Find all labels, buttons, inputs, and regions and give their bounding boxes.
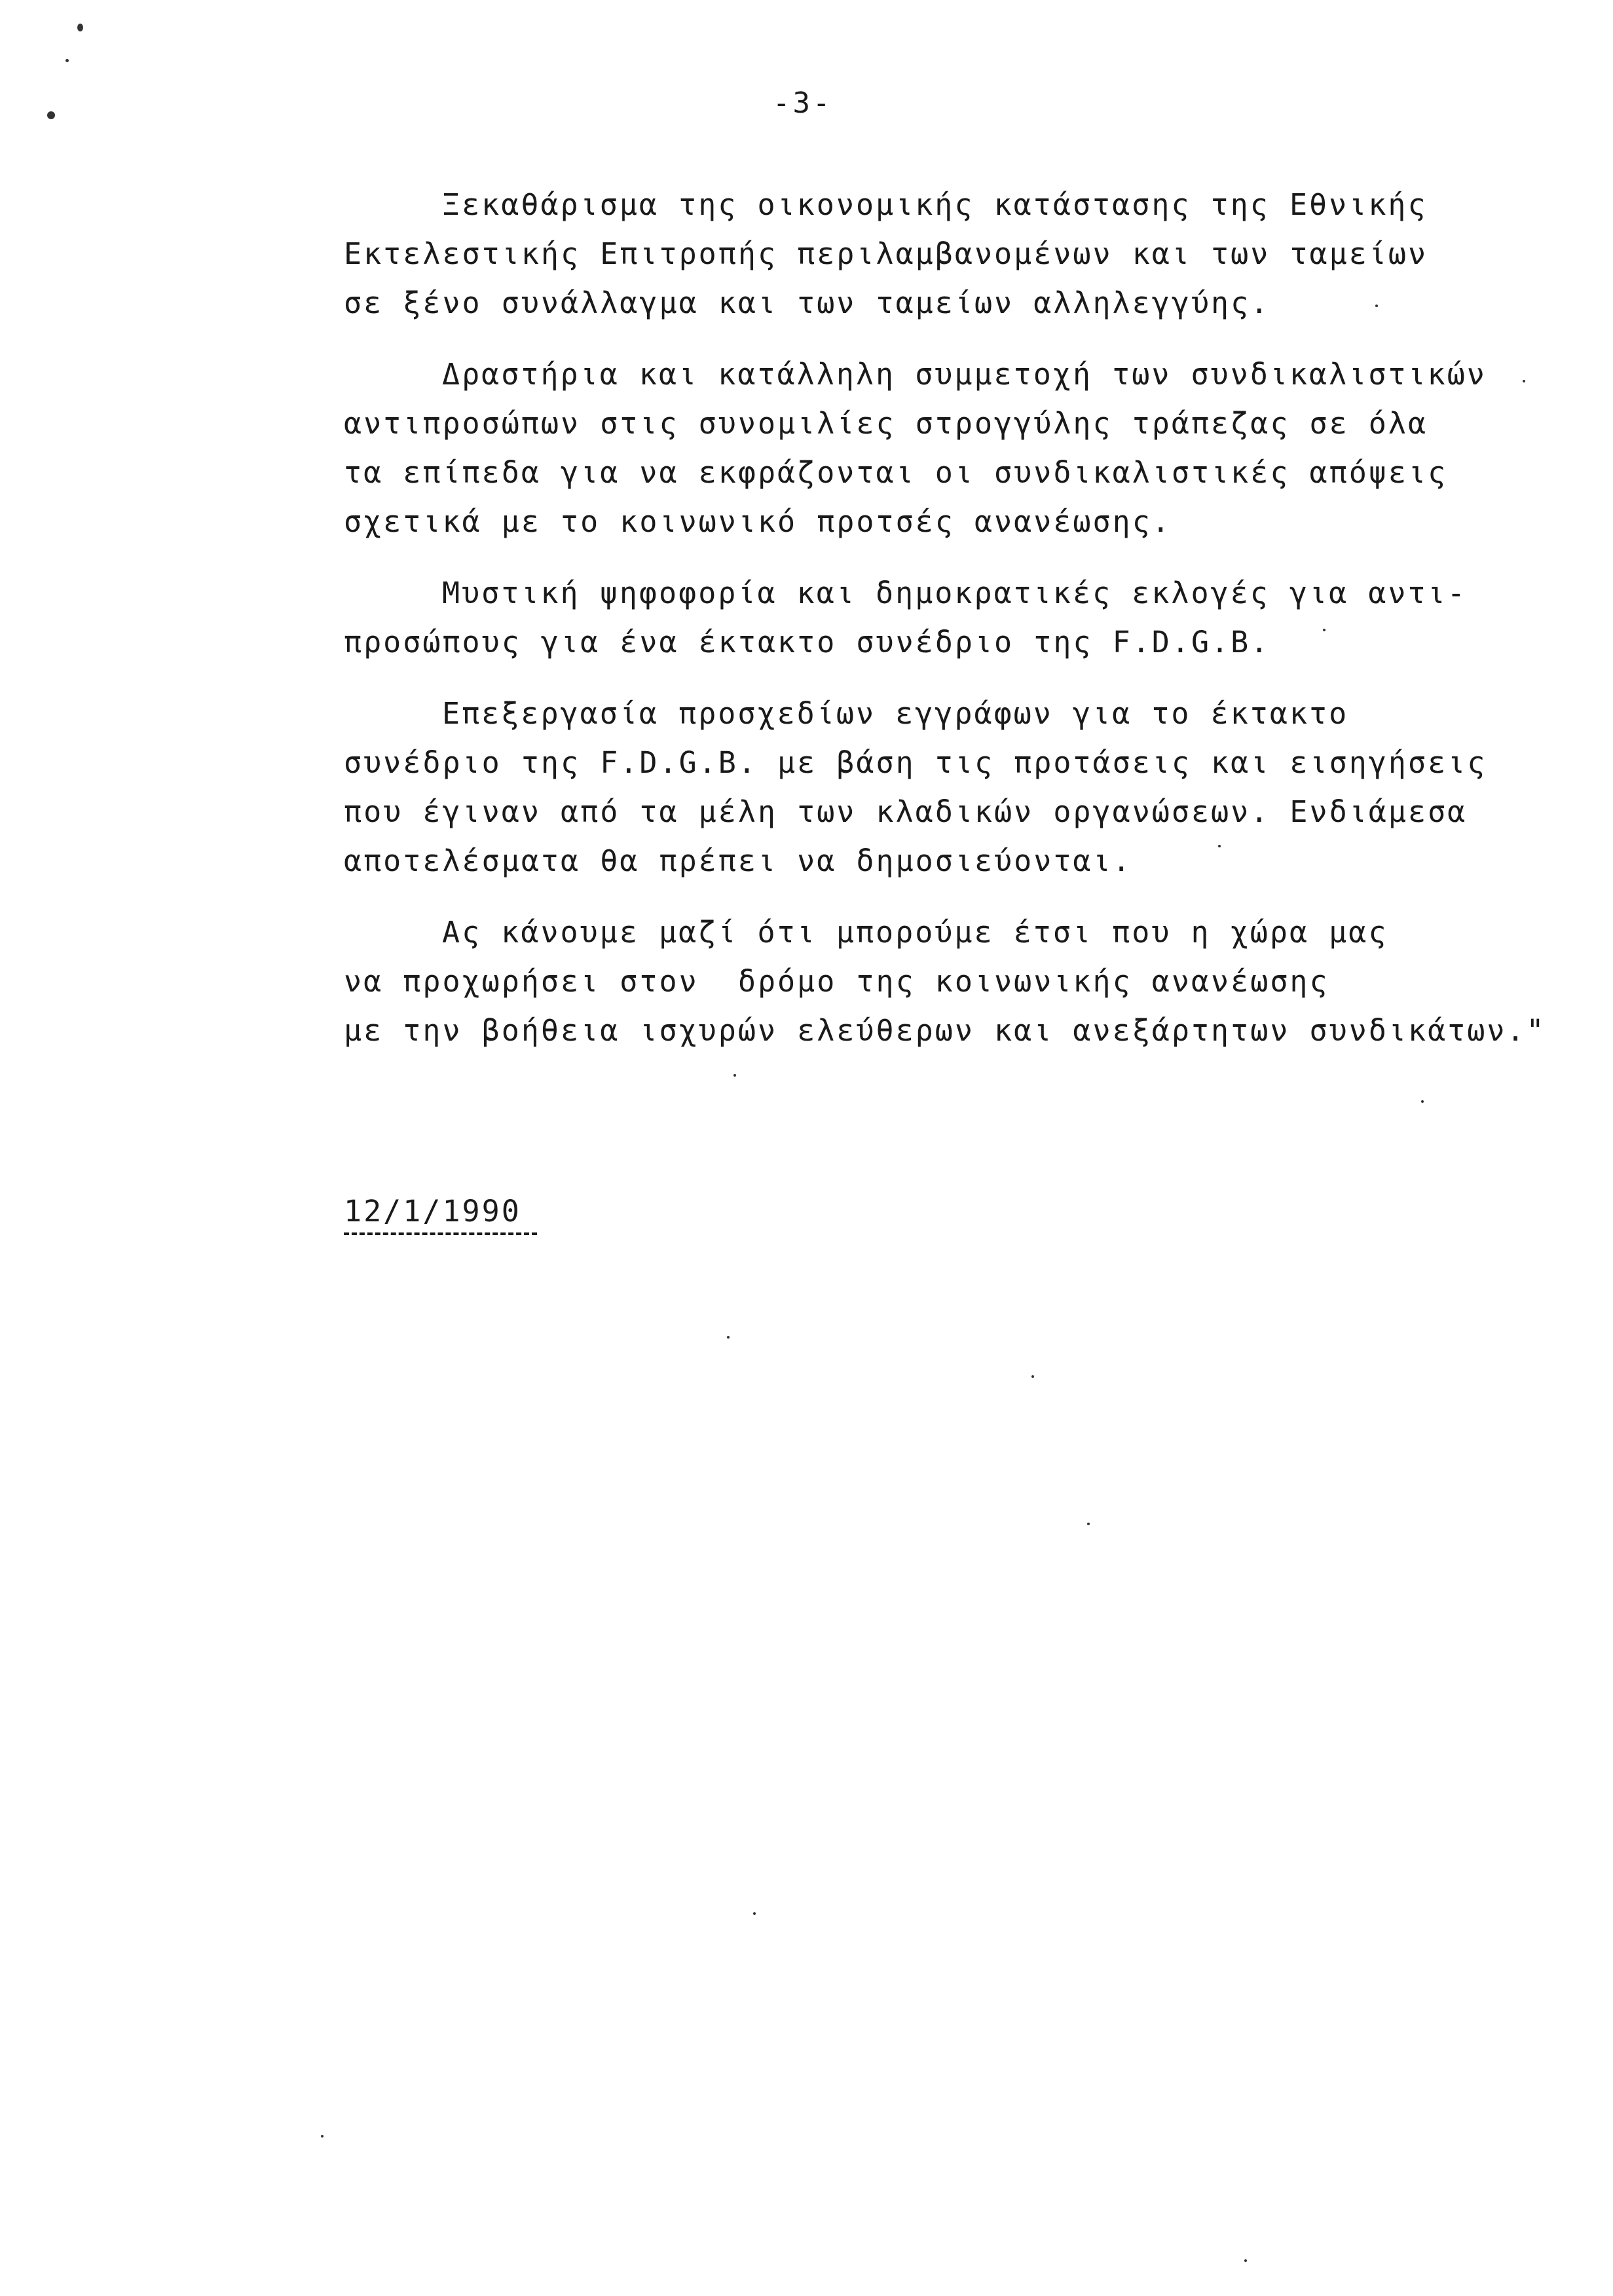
scan-speck <box>321 2135 324 2138</box>
scan-speck <box>733 1074 736 1077</box>
scan-speck <box>77 24 83 31</box>
body-text <box>344 180 1588 1077</box>
scan-speck <box>1244 2259 1247 2262</box>
text-line: σχετικά με το κοινωνικό προτσές ανανέωσης. <box>344 504 1172 539</box>
scan-speck <box>753 1912 756 1915</box>
document-date: 12/1/1990 <box>344 1194 521 1229</box>
scan-speck <box>65 59 69 62</box>
text-line: Εκτελεστικής Επιτροπής περιλαμβανομένων και των ταμείων <box>344 236 1428 271</box>
paragraph-secret-ballot <box>344 568 1588 667</box>
scan-speck <box>1421 1100 1424 1103</box>
text-line: Επεξεργασία προσχεδίων εγγράφων για το έκτακτο <box>442 696 1349 731</box>
paragraph-closing-appeal <box>344 908 1588 1055</box>
scan-speck <box>1031 1375 1034 1378</box>
text-line: προσώπους για ένα έκτακτο συνέδριο της F.D.G.B. <box>344 625 1270 659</box>
scan-speck <box>1323 629 1326 631</box>
text-line: Δραστήρια και κατάλληλη συμμετοχή των συνδικαλιστικών <box>442 357 1487 392</box>
text-line: αντιπροσώπων στις συνομιλίες στρογγύλης τράπεζας σε όλα <box>344 406 1428 441</box>
text-line: αποτελέσματα θα πρέπει να δημοσιεύονται. <box>344 843 1132 878</box>
scan-speck <box>47 111 55 119</box>
scan-speck <box>1523 380 1525 382</box>
text-line: τα επίπεδα για να εκφράζονται οι συνδικαλιστικές απόψεις <box>344 455 1448 490</box>
text-line: Ξεκαθάρισμα της οικονομικής κατάστασης της Εθνικής <box>442 187 1428 222</box>
text-line: με την βοήθεια ισχυρών ελεύθερων και ανεξάρτητων συνδικάτων." <box>344 1013 1546 1048</box>
text-line: Μυστική ψηφοφορία και δημοκρατικές εκλογές για αντι- <box>442 576 1467 610</box>
paragraph-financial-clarification <box>344 180 1588 327</box>
text-line: Ας κάνουμε μαζί ότι μπορούμε έτσι που η χώρα μας <box>442 915 1388 950</box>
text-line: να προχωρήσει στον δρόμο της κοινωνικής ανανέωσης <box>344 964 1329 999</box>
scan-speck <box>1087 1523 1090 1525</box>
text-line: σε ξένο συνάλλαγμα και των ταμείων αλληλεγγύης. <box>344 286 1270 320</box>
paragraph-draft-documents <box>344 689 1588 885</box>
text-line: που έγιναν από τα μέλη των κλαδικών οργανώσεων. Ενδιάμεσα <box>344 794 1468 829</box>
date-underline <box>344 1232 537 1235</box>
page-number: -3- <box>773 86 833 120</box>
scan-speck <box>1375 305 1378 307</box>
paragraph-round-table-participation <box>344 350 1588 546</box>
scan-speck <box>1218 845 1221 847</box>
text-line: συνέδριο της F.D.G.B. με βάση τις προτάσεις και εισηγήσεις <box>344 745 1487 780</box>
scan-speck <box>727 1336 730 1339</box>
